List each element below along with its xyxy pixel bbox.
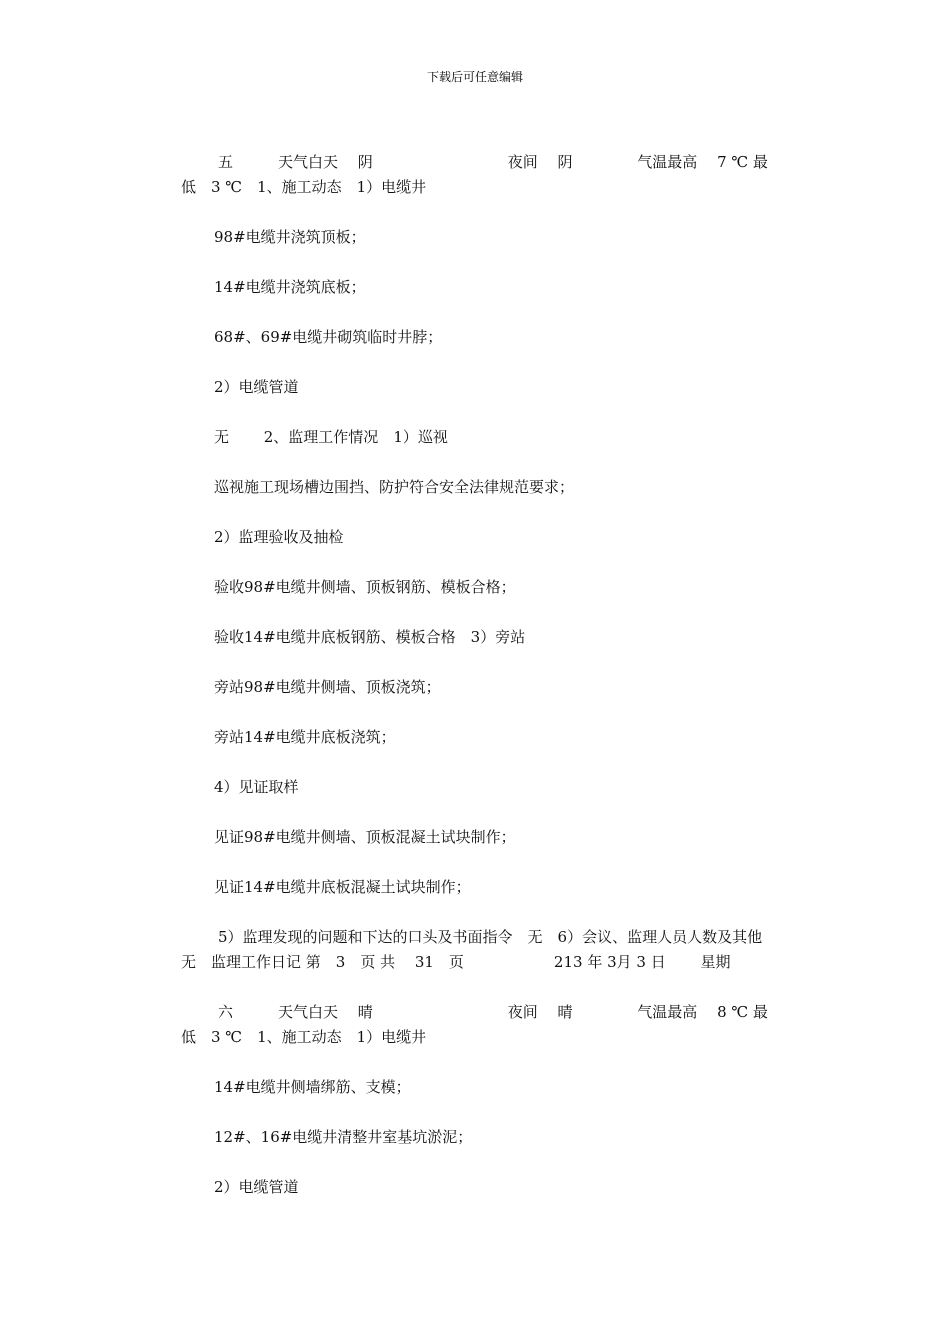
paragraph: 98#电缆井浇筑顶板； — [214, 228, 366, 246]
paragraph-day6-summary: 六 天气白天 晴 夜间 晴 气温最高 8 ℃ 最低 3 ℃ 1、施工动态 1）电缆井 — [181, 1003, 768, 1046]
paragraph: 巡视施工现场槽边围挡、防护符合安全法律规范要求； — [214, 478, 575, 496]
paragraph: 12#、16#电缆井清整井室基坑淤泥； — [214, 1128, 473, 1146]
page-header: 下载后可任意编辑 — [426, 70, 523, 84]
paragraph: 14#电缆井侧墙绑筋、支模； — [214, 1078, 411, 1096]
paragraph: 4）见证取样 — [214, 778, 299, 796]
paragraph: 2）电缆管道 — [214, 1178, 299, 1196]
paragraph: 见证98#电缆井侧墙、顶板混凝土试块制作； — [214, 828, 516, 846]
paragraph: 见证14#电缆井底板混凝土试块制作； — [214, 878, 471, 896]
paragraph: 2）电缆管道 — [214, 378, 299, 396]
paragraph: 验收14#电缆井底板钢筋、模板合格 3）旁站 — [214, 628, 526, 646]
paragraph-day5-summary: 五 天气白天 阴 夜间 阴 气温最高 7 ℃ 最低 3 ℃ 1、施工动态 1）电缆井 — [181, 153, 768, 196]
paragraph-issues-and-diary-footer: 5）监理发现的问题和下达的口头及书面指令 无 6）会议、监理人员人数及其他 无 监理工作日记 第 3 页 共 31 页 213 年 3月 3 日 星期 — [181, 928, 767, 971]
paragraph: 无 2、监理工作情况 1）巡视 — [214, 428, 448, 446]
document-body — [181, 150, 771, 1225]
paragraph: 旁站98#电缆井侧墙、顶板浇筑； — [214, 678, 441, 696]
paragraph: 验收98#电缆井侧墙、顶板钢筋、模板合格； — [214, 578, 516, 596]
paragraph: 14#电缆井浇筑底板； — [214, 278, 366, 296]
paragraph: 68#、69#电缆井砌筑临时井脖； — [214, 328, 443, 346]
paragraph: 2）监理验收及抽检 — [214, 528, 344, 546]
paragraph: 旁站14#电缆井底板浇筑； — [214, 728, 396, 746]
